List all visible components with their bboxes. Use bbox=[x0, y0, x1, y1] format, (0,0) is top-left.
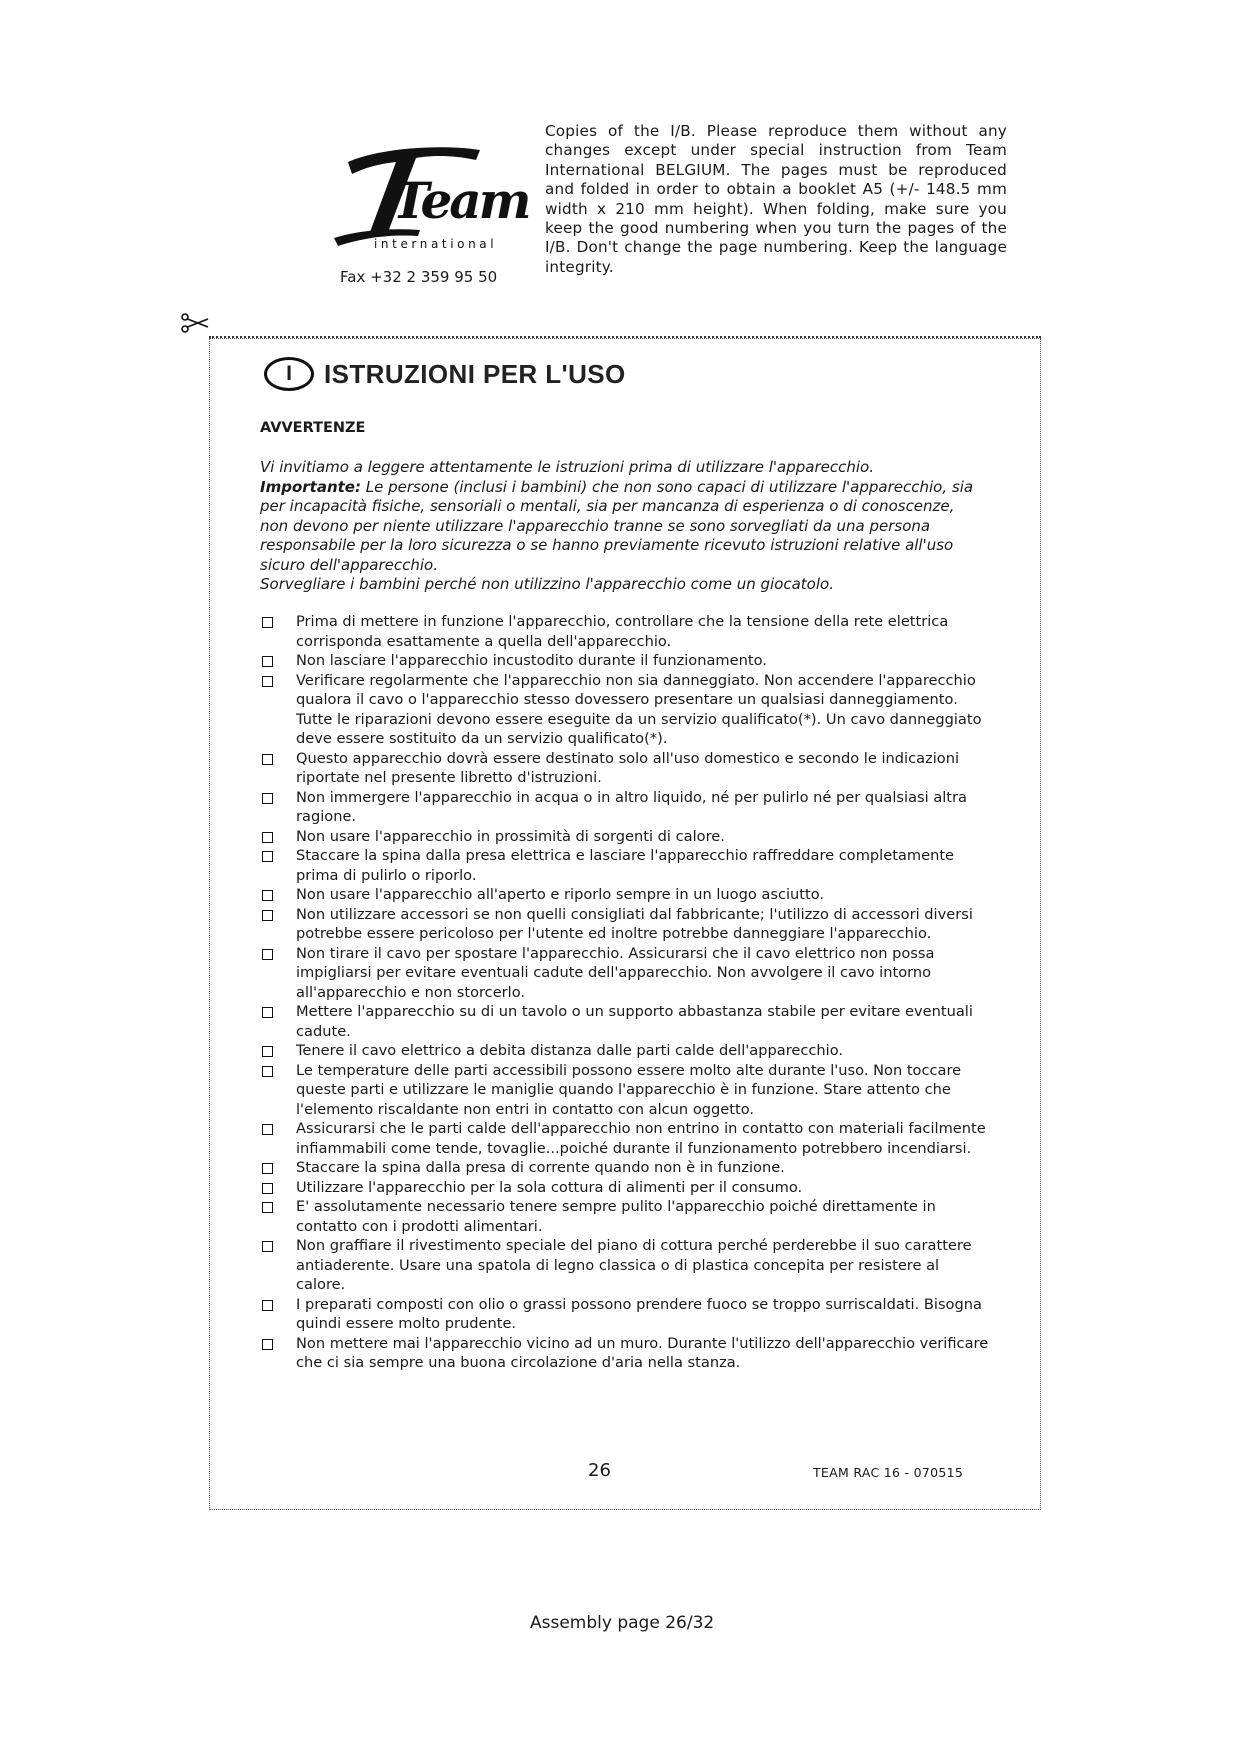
warning-text: Utilizzare l'apparecchio per la sola cottura di alimenti per il consumo. bbox=[296, 1178, 803, 1196]
warning-text: Tenere il cavo elettrico a debita distanza dalle parti calde dell'apparecchio. bbox=[296, 1042, 844, 1059]
warning-item bbox=[260, 749, 990, 788]
warning-text: Prima di mettere in funzione l'apparecchio, controllare che la tensione della rete elettrica corrisponda esattamente a quella dell'apparecchio. bbox=[296, 613, 949, 650]
warning-text: Non immergere l'apparecchio in acqua o in altro liquido, né per pulirlo né per qualsiasi altra ragione. bbox=[296, 788, 967, 825]
warning-text: Non mettere mai l'apparecchio vicino ad un muro. Durante l'utilizzo dell'apparecchio verificare che ci sia sempre una buona circolazione d'aria nella stanza. bbox=[296, 1334, 989, 1371]
checkbox-bullet-icon bbox=[262, 617, 273, 628]
page-title-row bbox=[264, 354, 626, 394]
warning-item bbox=[260, 1197, 990, 1236]
checkbox-bullet-icon bbox=[262, 851, 273, 862]
warning-item bbox=[260, 1041, 990, 1061]
page-title: ISTRUZIONI PER L'USO bbox=[324, 358, 626, 389]
warning-item bbox=[260, 651, 990, 671]
important-label: Importante: bbox=[260, 477, 361, 496]
important-paragraph bbox=[260, 478, 980, 576]
warning-text: I preparati composti con olio o grassi possono prendere fuoco se troppo surriscaldati. Bisogna quindi essere molto prudente. bbox=[296, 1295, 982, 1332]
team-logo-graphic bbox=[330, 140, 529, 255]
warning-text: Staccare la spina dalla presa di corrente quando non è in funzione. bbox=[296, 1159, 785, 1176]
warning-item bbox=[260, 1158, 990, 1178]
section-heading: AVVERTENZE bbox=[260, 420, 366, 436]
warning-text: Staccare la spina dalla presa elettrica e lasciare l'apparecchio raffreddare completamente prima di pulirlo o riporlo. bbox=[296, 847, 955, 884]
warning-text: Non usare l'apparecchio all'aperto e riporlo sempre in un luogo asciutto. bbox=[296, 886, 825, 903]
warning-text: Le temperature delle parti accessibili possono essere molto alte durante l'uso. Non toccare queste parti e utilizzare le maniglie quando l'apparecchio è in funzione. Stare attento che l'elemento riscaldante non entri in contatto con alcun oggetto. bbox=[296, 1061, 962, 1118]
warning-item bbox=[260, 944, 990, 1003]
team-international-logo bbox=[330, 140, 529, 255]
supervision-line: Sorvegliare i bambini perché non utilizzino l'apparecchio come un giocatolo. bbox=[260, 575, 834, 593]
reproduction-note: Copies of the I/B. Please reproduce them without any changes except under special instruction from Team International BELGIUM. The pages must be reproduced and folded in order to obtain a booklet A5 (+/- 148.5 mm width x 210 mm height). When folding, make sure you keep the good numbering when you turn the pages of the I/B. Don't change the page numbering. Keep the language integrity. bbox=[545, 122, 1007, 276]
checkbox-bullet-icon bbox=[262, 1300, 273, 1311]
warning-item bbox=[260, 885, 990, 905]
warning-text: Mettere l'apparecchio su di un tavolo o un supporto abbastanza stabile per evitare eventuali cadute. bbox=[296, 1003, 973, 1040]
warning-item bbox=[260, 612, 990, 651]
warning-item bbox=[260, 846, 990, 885]
warning-text: Verificare regolarmente che l'apparecchio non sia danneggiato. Non accendere l'apparecchio qualora il cavo o l'apparecchio stesso dovessero presentare un qualsiasi danneggiamento. Tutte le riparazioni devono essere eseguite da un servizio qualificato(*). Un cavo danneggiato deve essere sostituito da un servizio qualificato(*). bbox=[296, 671, 982, 747]
warning-text: Non graffiare il rivestimento speciale del piano di cottura perché perderebbe il suo carattere antiaderente. Usare una spatola di legno classica o di plastica concepita per resistere al calore. bbox=[296, 1237, 972, 1293]
warning-item bbox=[260, 1334, 990, 1373]
warning-text: Assicurarsi che le parti calde dell'apparecchio non entrino in contatto con materiali facilmente infiammabili come tende, tovaglie...poiché durante il funzionamento potrebbero incendiarsi. bbox=[296, 1120, 986, 1157]
warnings-list bbox=[260, 612, 990, 1373]
checkbox-bullet-icon bbox=[262, 890, 273, 901]
document-code: TEAM RAC 16 - 070515 bbox=[813, 1465, 964, 1480]
important-text: Le persone (inclusi i bambini) che non sono capaci di utilizzare l'apparecchio, sia per incapacità fisiche, sensoriali o mentali, sia per mancanza di esperienza o di conoscenze, non devono per niente utilizzare l'apparecchio tranne se sono sorvegliati da una persona responsabile per la loro sicurezza o se hanno previamente ricevuto istruzioni relative all'uso sicuro dell'apparecchio. bbox=[260, 477, 974, 574]
checkbox-bullet-icon bbox=[262, 676, 273, 687]
warning-text: Non utilizzare accessori se non quelli consigliati dal fabbricante; l'utilizzo di accessori diversi potrebbe essere pericoloso per l'utente ed inoltre potrebbe danneggiare l'apparecchio. bbox=[296, 905, 973, 942]
fax-number: Fax +32 2 359 95 50 bbox=[340, 268, 498, 286]
warning-item bbox=[260, 827, 990, 847]
checkbox-bullet-icon bbox=[262, 1339, 273, 1350]
checkbox-bullet-icon bbox=[262, 1046, 273, 1057]
checkbox-bullet-icon bbox=[262, 910, 273, 921]
page-number: 26 bbox=[588, 1460, 611, 1481]
warning-text: Non tirare il cavo per spostare l'apparecchio. Assicurarsi che il cavo elettrico non possa impigliarsi per evitare eventuali cadute dell'apparecchio. Non avvolgere il cavo intorno all'apparecchio e non storcerlo. bbox=[296, 944, 935, 1001]
warning-text: Non usare l'apparecchio in prossimità di sorgenti di calore. bbox=[296, 827, 725, 845]
checkbox-bullet-icon bbox=[262, 1241, 273, 1252]
warning-item bbox=[260, 788, 990, 827]
logo-subtitle: international bbox=[374, 237, 498, 251]
checkbox-bullet-icon bbox=[262, 754, 273, 765]
warning-text: E' assolutamente necessario tenere sempre pulito l'apparecchio poiché direttamente in contatto con i prodotti alimentari. bbox=[296, 1198, 936, 1235]
intro-line: Vi invitiamo a leggere attentamente le istruzioni prima di utilizzare l'apparecchio. bbox=[260, 458, 874, 476]
assembly-page-label: Assembly page 26/32 bbox=[530, 1613, 715, 1633]
checkbox-bullet-icon bbox=[262, 1124, 273, 1135]
warning-item bbox=[260, 1061, 990, 1120]
warning-item bbox=[260, 1119, 990, 1158]
checkbox-bullet-icon bbox=[262, 1163, 273, 1174]
intro-text bbox=[260, 458, 980, 595]
warning-text: Questo apparecchio dovrà essere destinato solo all'uso domestico e secondo le indicazioni riportate nel presente libretto d'istruzioni. bbox=[296, 749, 960, 786]
language-badge: I bbox=[264, 357, 314, 391]
warning-item bbox=[260, 1002, 990, 1041]
warning-item bbox=[260, 671, 990, 749]
scissors-icon bbox=[180, 311, 210, 335]
warning-item bbox=[260, 905, 990, 944]
checkbox-bullet-icon bbox=[262, 1007, 273, 1018]
checkbox-bullet-icon bbox=[262, 1202, 273, 1213]
logo-wordmark: Team bbox=[392, 171, 529, 230]
checkbox-bullet-icon bbox=[262, 656, 273, 667]
checkbox-bullet-icon bbox=[262, 793, 273, 804]
warning-item bbox=[260, 1178, 990, 1198]
checkbox-bullet-icon bbox=[262, 949, 273, 960]
checkbox-bullet-icon bbox=[262, 832, 273, 843]
warning-text: Non lasciare l'apparecchio incustodito durante il funzionamento. bbox=[296, 652, 767, 669]
checkbox-bullet-icon bbox=[262, 1183, 273, 1194]
checkbox-bullet-icon bbox=[262, 1066, 273, 1077]
warning-item bbox=[260, 1295, 990, 1334]
warning-item bbox=[260, 1236, 990, 1295]
